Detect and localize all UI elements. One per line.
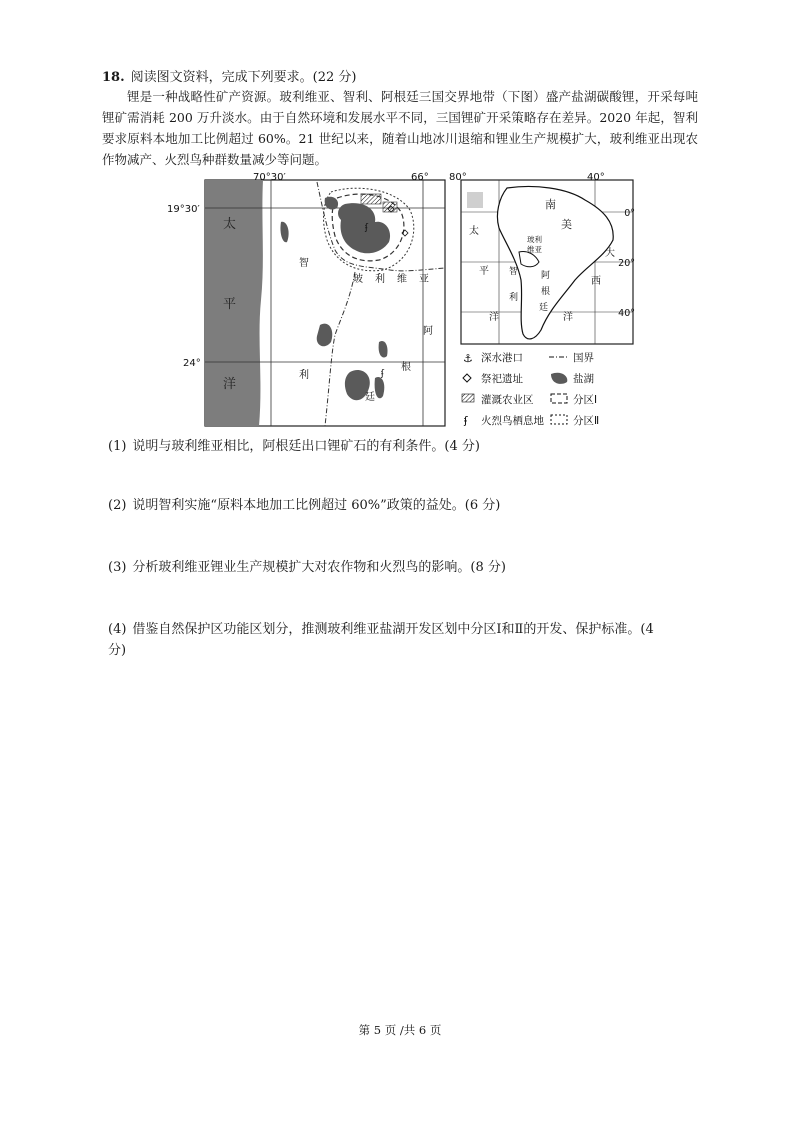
legend-item-irrig [462, 393, 534, 406]
sub-question-text: 分析玻利维亚锂业生产规模扩大对农作物和火烈鸟的影响。(8 分) [132, 560, 506, 575]
rm-label-atlantic-1: 大 [605, 248, 615, 259]
rm-label-pacific-3: 洋 [489, 312, 499, 323]
rm-lat-label-40: 40° [618, 308, 635, 319]
legend-label-zone1: 分区Ⅰ [573, 394, 598, 406]
rm-lon-label-80: 80° [449, 172, 467, 183]
left-map [167, 172, 445, 426]
lat-label-19-30: 19°30′ [167, 204, 200, 215]
label-argentina-2: 根 [401, 362, 411, 373]
label-argentina-3: 廷 [365, 392, 375, 403]
diamond-icon [463, 374, 471, 382]
legend-item-zone2 [551, 414, 599, 427]
label-bolivia-4: 亚 [419, 274, 429, 285]
zone-ii-icon [551, 415, 567, 424]
sub-question-text: 说明智利实施“原料本地加工比例超过 60%”政策的益处。(6 分) [132, 498, 501, 513]
ocean-char-1: 太 [223, 217, 237, 232]
question-number: 18. [102, 70, 125, 85]
legend-item-port [463, 351, 523, 365]
rm-label-atlantic-2: 西 [591, 276, 601, 287]
rm-label-atlantic-3: 洋 [563, 312, 573, 323]
lat-label-24: 24° [183, 358, 201, 369]
irrigation-area-1 [361, 194, 381, 204]
lon-label-66: 66° [411, 172, 429, 183]
sub-question-4-continued [108, 639, 126, 658]
sub-question-text: 说明与玻利维亚相比，阿根廷出口锂矿石的有利条件。(4 分) [132, 439, 480, 454]
rm-lon-label-40: 40° [587, 172, 605, 183]
figure [167, 170, 635, 432]
label-zhi: 智 [299, 258, 309, 269]
legend-label-border: 国界 [573, 352, 594, 364]
legend-label-site: 祭祀遗址 [481, 373, 523, 385]
salt-lake-icon [551, 373, 567, 384]
right-map [449, 172, 635, 344]
sub-question-text: 借鉴自然保护区功能区划分，推测玻利维亚盐湖开发区划中分区Ⅰ和Ⅱ的开发、保护标准。(4 [132, 622, 654, 637]
ocean-char-3: 洋 [223, 377, 237, 392]
sub-question-number: (4) [108, 622, 127, 637]
legend-item-salt [551, 372, 594, 385]
rm-label-zhi: 智 [509, 267, 519, 277]
rm-lat-label-20: 20° [618, 258, 635, 269]
legend-label-irrig: 灌溉农业区 [481, 394, 534, 406]
label-bolivia-1: 玻 [353, 274, 363, 285]
legend-item-zone1 [551, 393, 597, 406]
label-argentina-1: 阿 [423, 326, 433, 337]
label-bolivia-2: 利 [375, 274, 385, 285]
label-li: 利 [299, 370, 309, 381]
legend-item-flamingo [463, 414, 544, 427]
sub-question-1 [108, 435, 480, 454]
label-bolivia-3: 维 [397, 274, 407, 285]
pacific-shade [467, 192, 483, 208]
legend-label-zone2: 分区Ⅱ [573, 415, 600, 427]
flamingo-icon: ʄ [464, 414, 468, 427]
question-title: 阅读图文资料，完成下列要求。(22 分) [130, 70, 357, 85]
lon-label-70-30: 70°30′ [253, 172, 286, 183]
legend [462, 351, 599, 427]
sub-question-text: 分) [108, 643, 127, 658]
sub-question-4 [108, 618, 654, 637]
flamingo-icon: ʄ [365, 223, 369, 233]
rm-label-bolivia-2: 维亚 [527, 245, 542, 254]
question-intro: 锂是一种战略性矿产资源。玻利维亚、智利、阿根廷三国交界地带（下图）盛产盐湖碳酸锂，开采每吨锂矿需消耗 200 万升淡水。由于自然环境和发展水平不同，三国锂矿开采策略存在差异。2020 年起，智利要求原料本地加工比例超过 60%。21 世纪以来，随着山地冰川退缩和锂业生产规模扩大，玻利维亚出现农作物减产、火烈鸟种群数量减少等问题。 [102, 89, 698, 167]
sub-question-number: (2) [108, 498, 127, 513]
sub-question-3 [108, 556, 506, 575]
anchor-icon: ⚓ [463, 352, 473, 365]
sub-question-2 [108, 494, 500, 513]
rm-label-argentina-3: 廷 [539, 303, 549, 313]
rm-label-li: 利 [509, 293, 519, 303]
zone-i-icon [551, 394, 567, 403]
sub-question-number: (1) [108, 439, 127, 454]
rm-lat-label-0: 0° [624, 208, 635, 219]
rm-label-pacific-2: 平 [479, 266, 489, 277]
legend-item-border [549, 352, 594, 364]
rm-label-argentina-1: 阿 [541, 271, 551, 281]
rm-label-america: 美 [561, 218, 572, 231]
page-footer: 第 5 页 /共 6 页 [358, 1023, 442, 1037]
rm-label-argentina-2: 根 [541, 287, 551, 297]
question-header [102, 66, 356, 85]
rm-label-pacific-1: 太 [469, 226, 479, 237]
legend-item-site [463, 372, 523, 385]
rm-label-bolivia-1: 玻利 [527, 235, 542, 244]
ocean-char-2: 平 [223, 297, 237, 312]
rm-label-south: 南 [545, 198, 556, 211]
flamingo-icon: ʄ [381, 369, 385, 379]
figure-svg [167, 170, 635, 432]
hatch-icon [462, 394, 474, 402]
legend-label-flamingo: 火烈鸟栖息地 [481, 415, 544, 427]
sub-question-number: (3) [108, 560, 127, 575]
legend-label-salt: 盐湖 [573, 373, 594, 385]
legend-label-port: 深水港口 [481, 352, 523, 364]
